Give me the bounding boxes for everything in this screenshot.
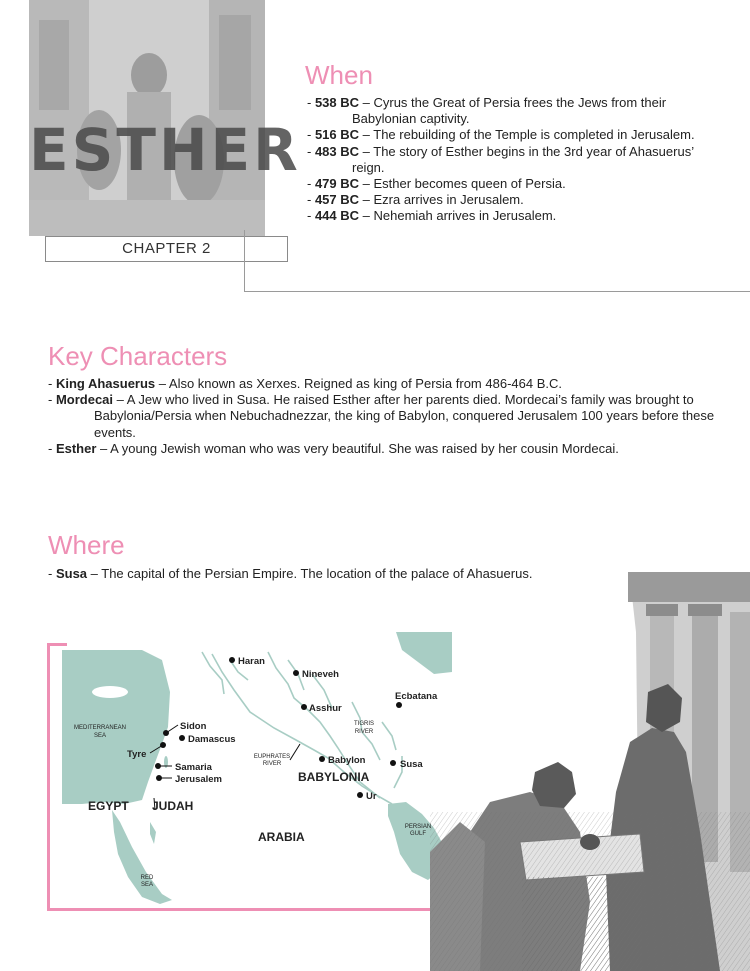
place-text: – The capital of the Persian Empire. The location of the palace of Ahasuerus. bbox=[87, 566, 533, 581]
timeline-text: – The rebuilding of the Temple is completed in Jerusalem. bbox=[359, 127, 695, 143]
character-item: - King Ahasuerus – Also known as Xerxes. Reigned as king of Persia from 486-464 B.C. bbox=[48, 376, 562, 391]
characters-list bbox=[48, 376, 728, 457]
timeline-year: 479 BC bbox=[314, 176, 360, 192]
timeline-year: 457 BC bbox=[314, 192, 360, 208]
character-text: – Also known as Xerxes. Reigned as king of Persia from 486-464 B.C. bbox=[155, 376, 562, 391]
character-name: Mordecai bbox=[55, 392, 114, 408]
timeline-item: - 444 BC – Nehemiah arrives in Jerusalem. bbox=[307, 208, 557, 224]
timeline-text: – Ezra arrives in Jerusalem. bbox=[359, 192, 524, 208]
region-label: JUDAH bbox=[152, 799, 194, 813]
timeline-item: - 483 BC – The story of Esther begins in the 3rd year of Ahasuerus’ reign. bbox=[307, 143, 694, 175]
timeline-year: 516 BC bbox=[314, 127, 360, 143]
city-label: Tyre bbox=[127, 749, 147, 760]
water-label: SEA bbox=[140, 882, 154, 888]
city-label: Damascus bbox=[188, 734, 236, 745]
city-label: Haran bbox=[238, 656, 265, 667]
map-frame bbox=[47, 643, 50, 911]
timeline-item: - 538 BC – Cyrus the Great of Persia frees the Jews from their Babylonian captivity. bbox=[307, 95, 667, 127]
region-map bbox=[62, 632, 452, 904]
frame-divider bbox=[244, 291, 750, 292]
character-item: - Esther – A young Jewish woman who was very beautiful. She was raised by her cousin Mordecai. bbox=[48, 440, 619, 456]
cyprus-island bbox=[92, 686, 128, 698]
chapter-label: CHAPTER 2 bbox=[45, 236, 288, 262]
city-label: Jerusalem bbox=[175, 774, 223, 785]
character-text: – A Jew who lived in Susa. He raised Esther after her parents died. Mordecai’s family was brought to Babylonia/Persia when Nebuchadnezzar, the king of Babylon, conquered Jerusalem 100 years before these events. bbox=[94, 392, 715, 440]
map-frame bbox=[47, 908, 434, 911]
city-label: Ecbatana bbox=[395, 691, 438, 702]
water-label: RIVER bbox=[262, 761, 282, 767]
red-sea bbox=[112, 810, 172, 904]
character-name: King Ahasuerus bbox=[55, 376, 156, 391]
timeline-item: - 457 BC – Ezra arrives in Jerusalem. bbox=[307, 192, 524, 208]
character-text: – A young Jewish woman who was very beautiful. She was raised by her cousin Mordecai. bbox=[96, 440, 619, 456]
timeline-item: - 516 BC – The rebuilding of the Temple is completed in Jerusalem. bbox=[307, 127, 695, 143]
water-label: GULF bbox=[409, 831, 427, 837]
city-label: Susa bbox=[400, 759, 423, 770]
city-label: Babylon bbox=[328, 755, 366, 766]
characters-heading: Key Characters bbox=[48, 341, 228, 371]
character-name: Esther bbox=[55, 440, 97, 456]
city-label: Asshur bbox=[309, 703, 342, 714]
city-label: Sidon bbox=[180, 721, 207, 732]
water-label: MEDITERRANEAN bbox=[73, 725, 127, 731]
city-label: Samaria bbox=[175, 762, 212, 773]
timeline-year: 444 BC bbox=[314, 208, 360, 224]
water-label: RIVER bbox=[354, 729, 374, 735]
frame-divider bbox=[244, 230, 245, 292]
city-label: Nineveh bbox=[302, 669, 339, 680]
where-heading: Where bbox=[48, 530, 125, 560]
when-heading: When bbox=[305, 60, 373, 90]
timeline-text: – Esther becomes queen of Persia. bbox=[359, 176, 566, 192]
timeline-text: – Nehemiah arrives in Jerusalem. bbox=[359, 208, 557, 224]
timeline-year: 483 BC bbox=[314, 143, 360, 159]
where-item: - Susa – The capital of the Persian Empire. The location of the palace of Ahasuerus. bbox=[48, 566, 533, 581]
place-name: Susa bbox=[55, 566, 88, 581]
timeline-list bbox=[307, 95, 727, 225]
city-label: Ur bbox=[366, 791, 377, 802]
water-label: RED bbox=[140, 875, 154, 881]
region-label: ARABIA bbox=[258, 830, 305, 844]
water-label: TIGRIS bbox=[353, 721, 375, 727]
engraving-illustration bbox=[430, 572, 750, 971]
cover-title: ESTHER bbox=[29, 116, 301, 184]
water-label: SEA bbox=[93, 733, 107, 739]
timeline-text: – The story of Esther begins in the 3rd year of Ahasuerus’ reign. bbox=[352, 143, 694, 175]
region-label: EGYPT bbox=[88, 799, 129, 813]
timeline-year: 538 BC bbox=[314, 95, 360, 110]
character-item: - Mordecai – A Jew who lived in Susa. He raised Esther after her parents died. Mordecai’s family was brought to Babylonia/Persia when Nebuchadnezzar, the king of Babylon, conquered Jerusalem 100 years before these events. bbox=[48, 392, 715, 440]
water-label: EUPHRATES bbox=[253, 754, 291, 760]
timeline-item: - 479 BC – Esther becomes queen of Persia. bbox=[307, 176, 566, 192]
timeline-text: – Cyrus the Great of Persia frees the Jews from their Babylonian captivity. bbox=[352, 95, 667, 127]
region-label: BABYLONIA bbox=[298, 770, 370, 784]
water-label: PERSIAN bbox=[404, 824, 432, 830]
